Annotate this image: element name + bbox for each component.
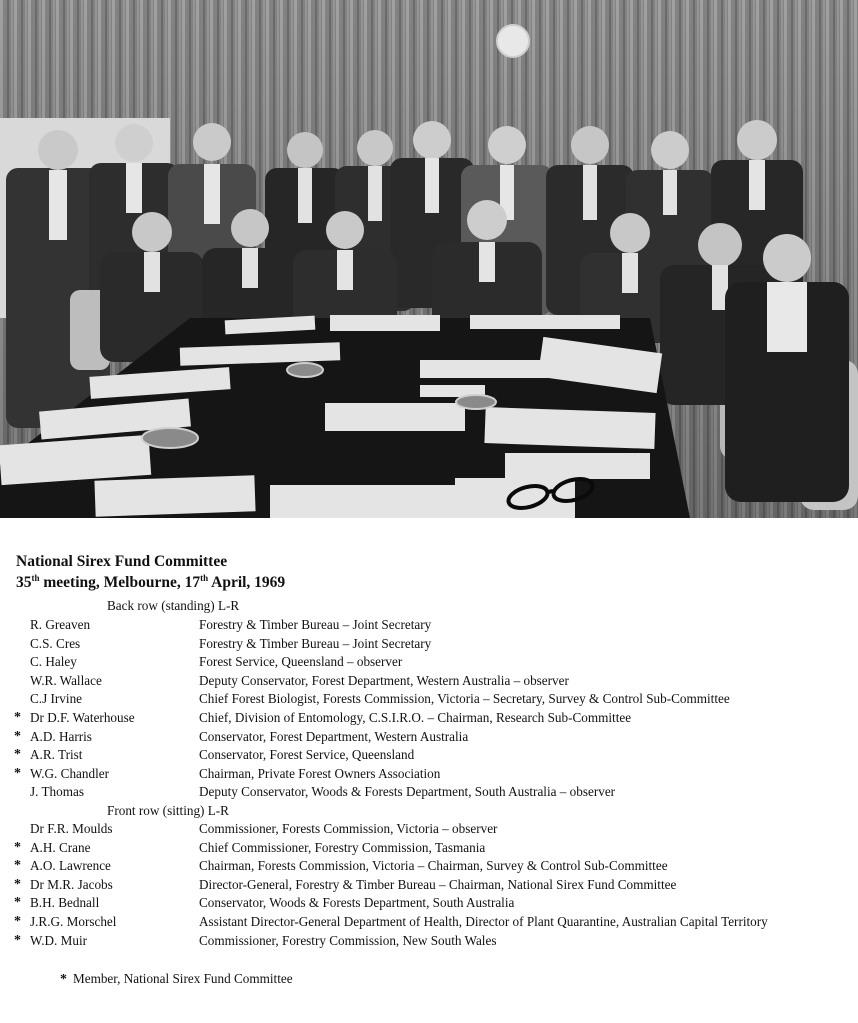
member-row: [0, 617, 858, 635]
member-name: A.R. Trist: [30, 747, 83, 763]
member-row: [0, 858, 858, 876]
member-asterisk: *: [14, 858, 21, 874]
member-row: [0, 821, 858, 839]
member-asterisk: *: [14, 728, 21, 744]
member-role: Chief Commissioner, Forestry Commission, Tasmania: [199, 839, 486, 855]
member-name: A.H. Crane: [30, 839, 91, 855]
member-role: Deputy Conservator, Forest Department, Western Australia – observer: [199, 672, 569, 688]
member-row: [0, 710, 858, 728]
member-name: Dr F.R. Moulds: [30, 821, 113, 836]
member-name: J.R.G. Morschel: [30, 914, 117, 929]
member-role: Chairman, Private Forest Owners Association: [199, 765, 441, 781]
member-role: Conservator, Forest Service, Queensland: [199, 747, 415, 763]
member-row: [0, 729, 858, 747]
footnote-text: Member, National Sirex Fund Committee: [73, 971, 293, 986]
member-name: C. Haley: [30, 654, 77, 670]
member-row: [0, 747, 858, 765]
member-role: Forestry & Timber Bureau – Joint Secretary: [199, 617, 432, 632]
caption-title: National Sirex Fund Committee: [16, 553, 228, 570]
member-role: Commissioner, Forestry Commission, New South Wales: [199, 932, 497, 948]
member-row: [0, 914, 858, 932]
member-row: [0, 673, 858, 691]
member-asterisk: *: [14, 710, 21, 725]
back-row-heading: Back row (standing) L-R: [107, 598, 240, 613]
member-name: W.R. Wallace: [30, 672, 102, 688]
member-role: Director-General, Forestry & Timber Bureau – Chairman, National Sirex Fund Committee: [199, 876, 677, 892]
member-name: A.D. Harris: [30, 728, 92, 744]
member-role: Forest Service, Queensland – observer: [199, 654, 403, 670]
member-name: Dr D.F. Waterhouse: [30, 710, 135, 725]
member-name: W.D. Muir: [30, 932, 88, 948]
member-name: B.H. Bednall: [30, 895, 100, 911]
member-role: Chief, Division of Entomology, C.S.I.R.O. – Chairman, Research Sub-Committee: [199, 710, 632, 725]
member-asterisk: *: [14, 765, 21, 781]
member-name: A.O. Lawrence: [30, 858, 111, 874]
member-row: [0, 895, 858, 913]
member-role: Forestry & Timber Bureau – Joint Secretary: [199, 635, 432, 651]
caption-subtitle: 35th meeting, Melbourne, 17th April, 1969: [16, 573, 286, 591]
member-role: Conservator, Woods & Forests Department, South Australia: [199, 895, 515, 911]
member-role: Chief Forest Biologist, Forests Commission, Victoria – Secretary, Survey & Control Sub-Committee: [199, 691, 730, 707]
member-role: Assistant Director-General Department of Health, Director of Plant Quarantine, Australian Capital Territory: [199, 914, 768, 929]
member-asterisk: *: [14, 914, 21, 929]
front-row-heading: Front row (sitting) L-R: [107, 803, 229, 818]
member-row: [0, 877, 858, 895]
member-name: W.G. Chandler: [30, 765, 109, 781]
member-role: Chairman, Forests Commission, Victoria – Chairman, Survey & Control Sub-Committee: [199, 858, 668, 874]
member-name: C.S. Cres: [30, 635, 81, 651]
footnote-asterisk: *: [60, 972, 67, 987]
member-name: C.J Irvine: [30, 691, 83, 707]
member-asterisk: *: [14, 932, 21, 948]
member-role: Conservator, Forest Department, Western Australia: [199, 728, 469, 744]
member-row: [0, 784, 858, 802]
member-row: [0, 636, 858, 654]
member-asterisk: *: [14, 747, 21, 763]
member-row: [0, 654, 858, 672]
member-name: J. Thomas: [30, 784, 84, 800]
member-role: Commissioner, Forests Commission, Victoria – observer: [199, 821, 498, 836]
member-row: [0, 691, 858, 709]
member-role: Deputy Conservator, Woods & Forests Department, South Australia – observer: [199, 784, 616, 800]
member-row: [0, 933, 858, 951]
footnote: [60, 971, 293, 988]
member-name: R. Greaven: [30, 617, 91, 632]
member-asterisk: *: [14, 839, 21, 855]
member-row: [0, 766, 858, 784]
member-asterisk: *: [14, 895, 21, 911]
member-asterisk: *: [14, 876, 21, 892]
member-name: Dr M.R. Jacobs: [30, 876, 113, 892]
member-row: [0, 840, 858, 858]
